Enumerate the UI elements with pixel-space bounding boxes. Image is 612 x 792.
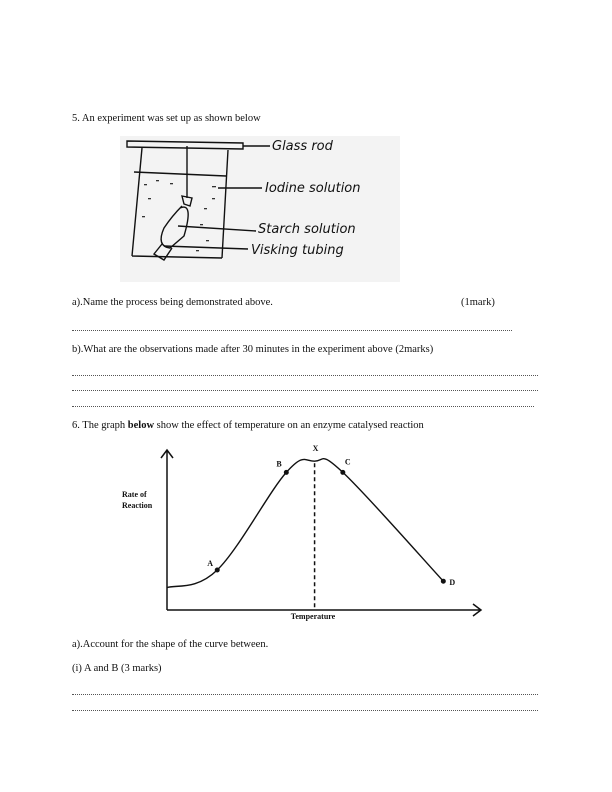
x-axis-label: Temperature xyxy=(290,612,336,621)
label-iodine-solution: Iodine solution xyxy=(265,181,361,196)
y-axis xyxy=(161,450,173,610)
point-label-x: X xyxy=(312,444,319,454)
answer-line[interactable] xyxy=(72,710,538,711)
point-label-a: A xyxy=(207,559,214,568)
question-5-title: 5. An experiment was set up as shown below xyxy=(72,113,261,124)
title-text: 6. The graph xyxy=(72,420,128,431)
question-5b: b).What are the observations made after 30 minutes in the experiment above (2marks) xyxy=(72,344,434,355)
point-d xyxy=(441,579,446,584)
point-label-b: B xyxy=(276,459,282,469)
rate-curve xyxy=(167,459,443,588)
label-starch-solution: Starch solution xyxy=(258,222,356,237)
answer-line[interactable] xyxy=(72,694,538,695)
label-visking-tubing: Visking tubing xyxy=(251,243,344,258)
question-5a-marks: (1mark) xyxy=(461,297,495,308)
point-c xyxy=(340,470,345,475)
y-axis-label-line2: Reaction xyxy=(122,501,153,510)
point-a xyxy=(215,568,220,573)
title-text: show the effect of temperature on an enzyme catalysed reaction xyxy=(154,420,424,431)
label-glass-rod: Glass rod xyxy=(272,139,333,154)
point-label-c: C xyxy=(344,457,351,467)
y-axis-label-line1: Rate of xyxy=(122,490,147,499)
question-6a-i: (i) A and B (3 marks) xyxy=(72,663,162,674)
point-label-d: D xyxy=(449,578,456,588)
question-5a: a).Name the process being demonstrated above. xyxy=(72,297,273,308)
question-6a: a).Account for the shape of the curve between. xyxy=(72,639,269,650)
title-bold: below xyxy=(127,420,155,431)
point-b xyxy=(284,470,289,475)
